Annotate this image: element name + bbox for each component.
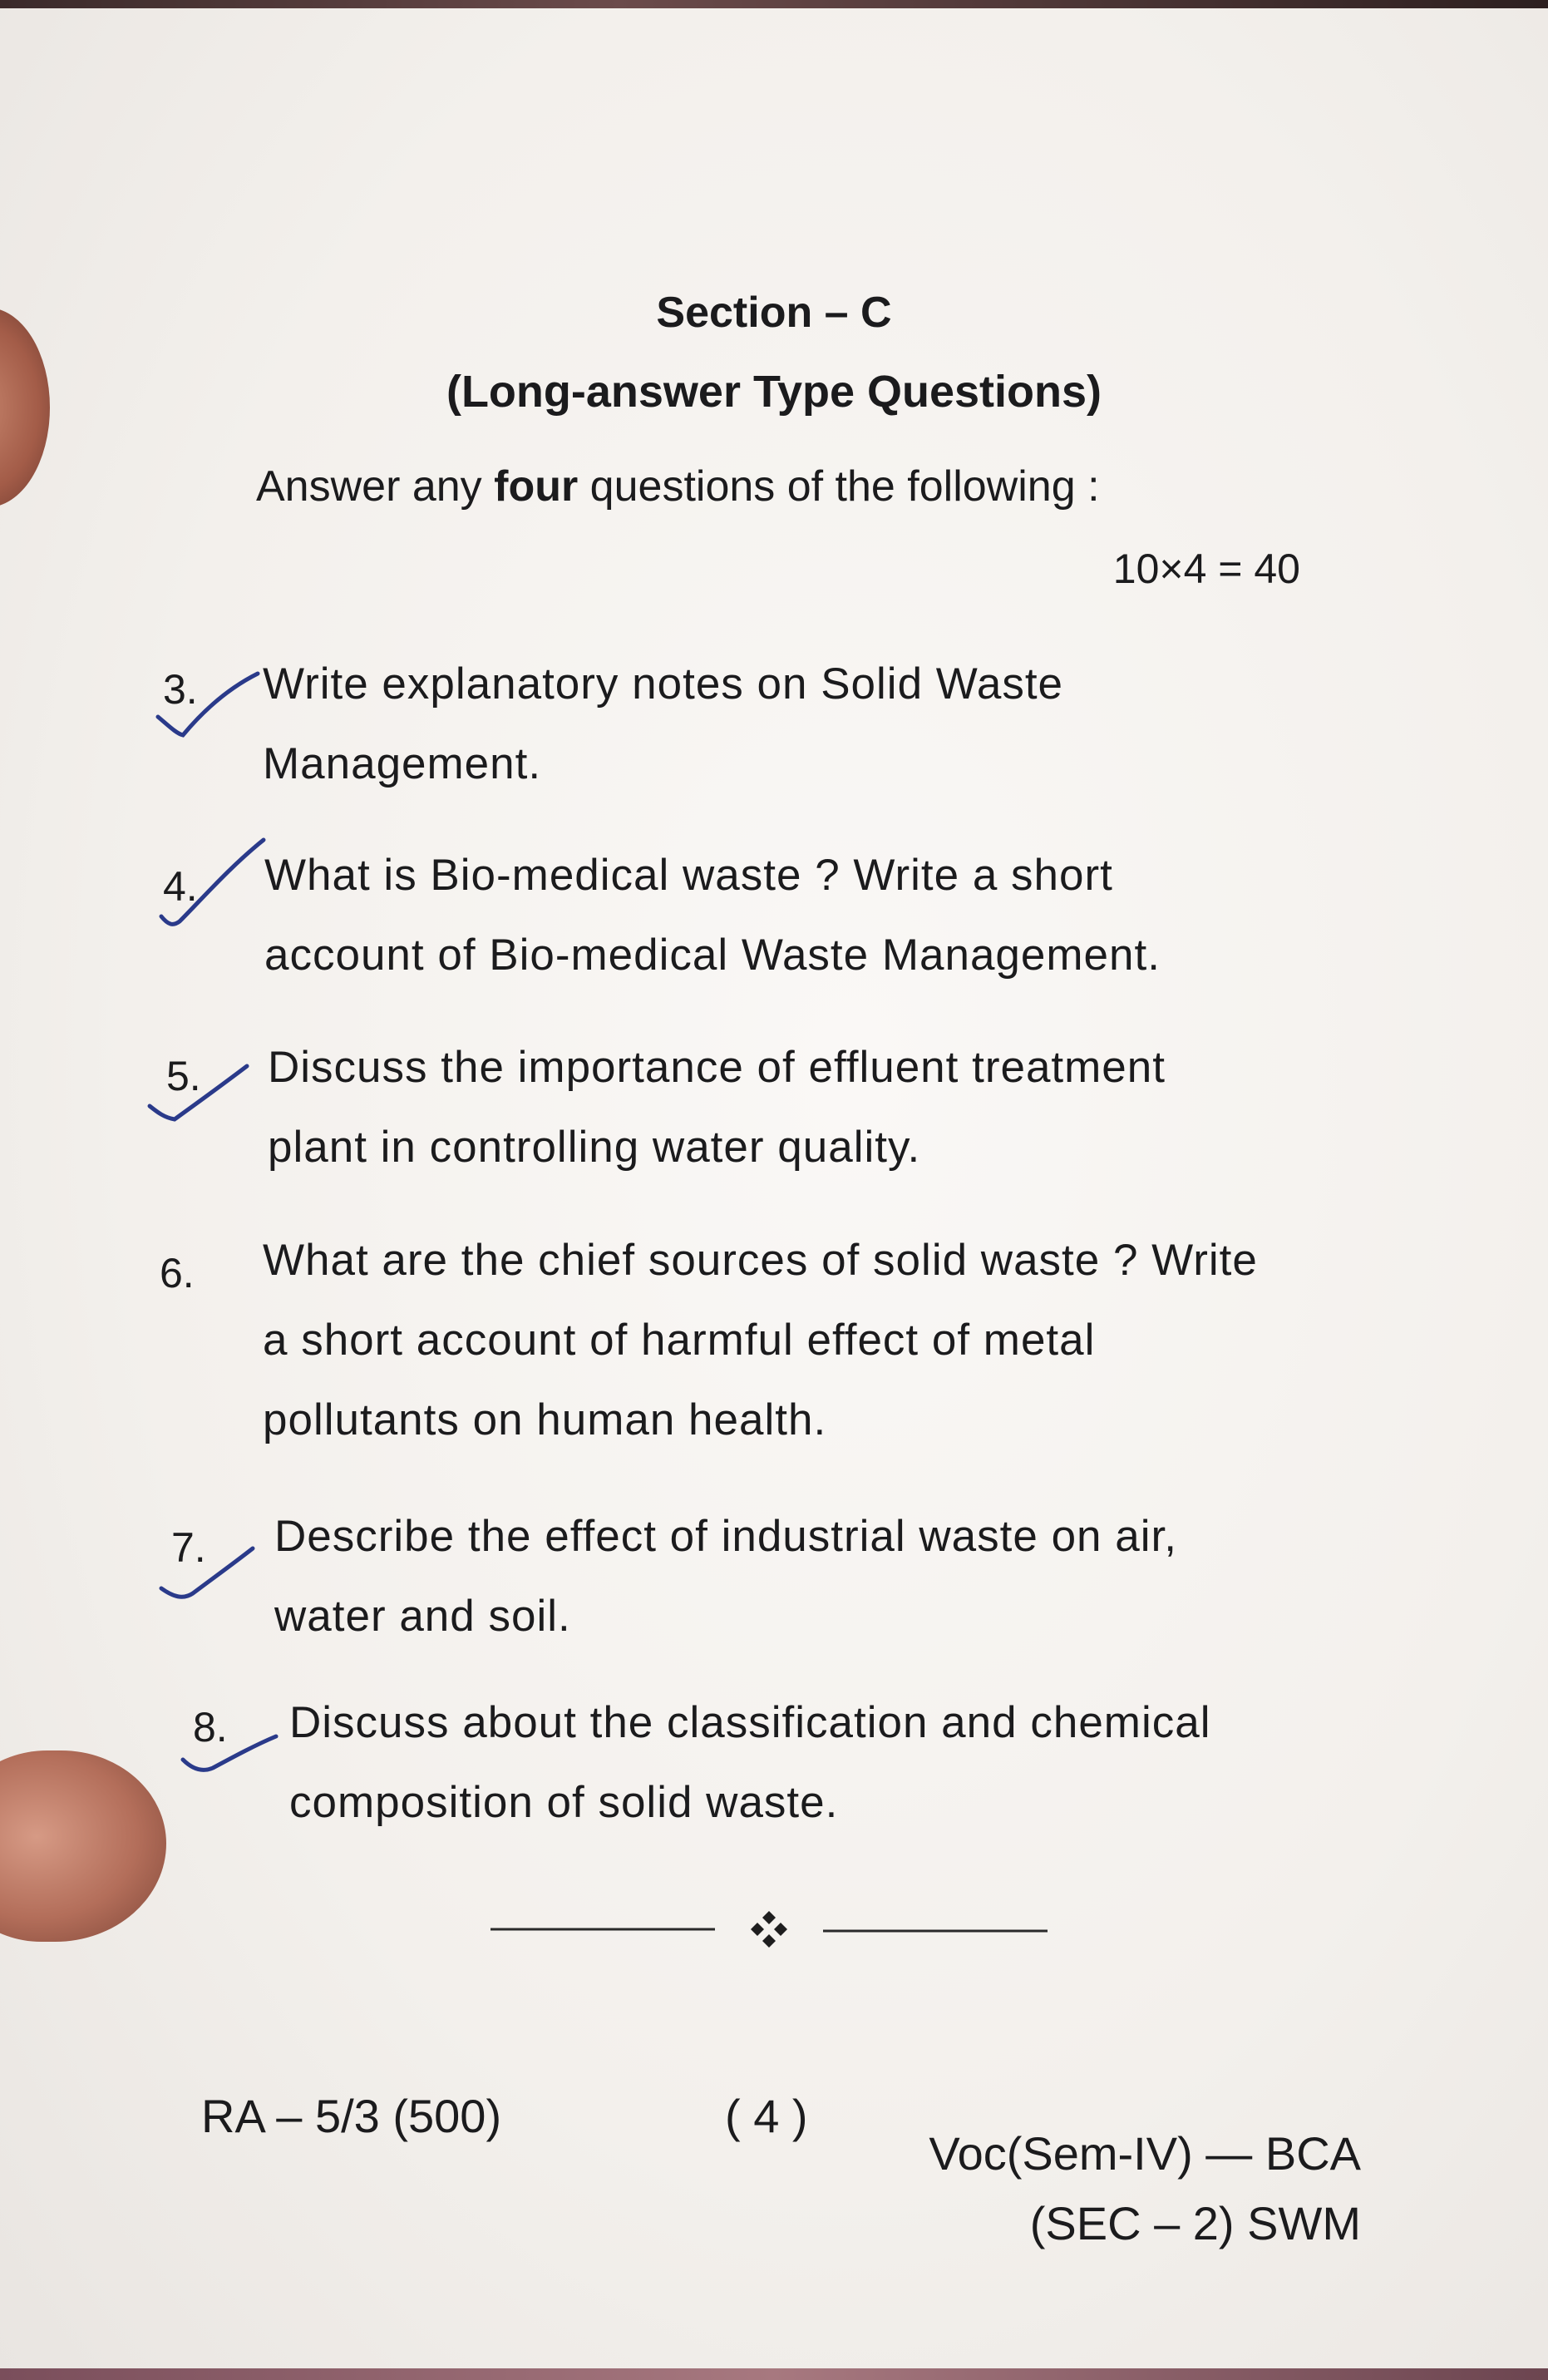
tick-mark-icon: [150, 665, 274, 740]
question-line: What are the chief sources of solid waste ? Write: [263, 1236, 1258, 1285]
tick-mark-icon: [176, 1713, 301, 1788]
question-number: 3.: [163, 666, 198, 713]
question-number: 7.: [171, 1524, 206, 1571]
top-edge-strip: [0, 0, 1548, 8]
question-text: [274, 1497, 1355, 1657]
marks-formula: 10×4 = 40: [1112, 546, 1300, 592]
question-text: [268, 1028, 1348, 1188]
instruction-text: [256, 462, 1100, 511]
question-line: Discuss about the classification and chemical: [289, 1698, 1211, 1747]
footer-course-line1: Voc(Sem-IV) — BCA: [929, 2127, 1361, 2180]
question-text: [289, 1683, 1370, 1843]
instruction-bold: four: [494, 462, 579, 511]
question-line: account of Bio-medical Waste Management.: [264, 931, 1161, 980]
instruction-after: questions of the following :: [578, 462, 1100, 511]
question-text: [264, 836, 1345, 995]
question-line: water and soil.: [274, 1592, 571, 1641]
question-line: plant in controlling water quality.: [268, 1123, 921, 1172]
question-line: composition of solid waste.: [289, 1778, 839, 1827]
question-line: What is Bio-medical waste ? Write a short: [264, 851, 1113, 900]
question-line: Describe the effect of industrial waste on air,: [274, 1512, 1177, 1561]
section-title: Section – C: [656, 289, 892, 337]
footer-course: [929, 2119, 1361, 2259]
question-line: Management.: [263, 739, 542, 788]
question-line: Write explanatory notes on Solid Waste: [263, 659, 1064, 709]
ornament-divider: [491, 1904, 1056, 1954]
footer-course-line2: (SEC – 2) SWM: [1029, 2197, 1361, 2249]
question-line: pollutants on human health.: [263, 1395, 827, 1444]
bottom-edge-strip: [0, 2368, 1548, 2380]
question-number: 6.: [160, 1250, 195, 1296]
footer-page-number: ( 4 ): [725, 2090, 808, 2142]
question-line: a short account of harmful effect of metal: [263, 1316, 1096, 1365]
instruction-before: Answer any: [256, 462, 495, 511]
question-text: [263, 1221, 1343, 1460]
tick-mark-icon: [155, 1530, 279, 1605]
question-number: 4.: [163, 863, 198, 910]
footer-code: RA – 5/3 (500): [201, 2090, 502, 2142]
question-number: 5.: [166, 1053, 201, 1099]
tick-mark-icon: [143, 1056, 268, 1131]
question-line: Discuss the importance of effluent treatment: [268, 1043, 1166, 1092]
question-number: 8.: [193, 1704, 228, 1750]
tick-mark-icon: [151, 833, 276, 933]
question-text: [263, 644, 1343, 804]
section-subtitle: (Long-answer Type Questions): [446, 367, 1102, 417]
